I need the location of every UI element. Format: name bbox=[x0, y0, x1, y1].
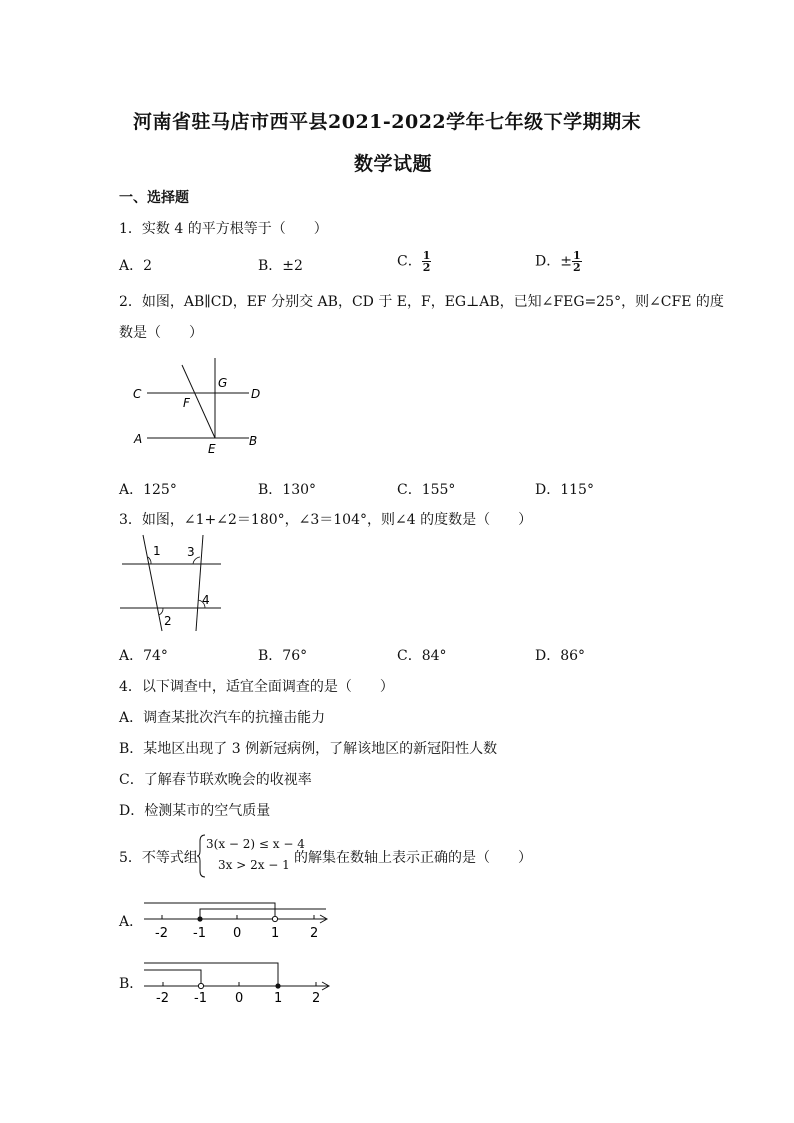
q2-stem-line1: 2．如图，AB∥CD，EF 分别交 AB，CD 于 E，F，EG⊥AB，已知∠FEG=25°，则∠CFE 的度 bbox=[119, 294, 724, 310]
q3-label-2: 2 bbox=[164, 614, 172, 628]
q5b-tick-label-m2: -2 bbox=[156, 991, 169, 1005]
q3-label-4: 4 bbox=[202, 593, 210, 607]
q3-label-3: 3 bbox=[187, 545, 195, 559]
q5-stem-prefix: 5．不等式组 bbox=[119, 850, 198, 866]
q5a-tick-label-0: 0 bbox=[233, 926, 242, 941]
q1-d-numerator: 1 bbox=[572, 249, 581, 262]
q5a-tick-label-m1: -1 bbox=[193, 926, 206, 941]
q5b-ray-left-from-1 bbox=[144, 963, 278, 986]
q2-label-b: B bbox=[249, 434, 258, 448]
q3-angle-arc-2 bbox=[159, 608, 163, 615]
q5-option-a-numberline bbox=[142, 893, 337, 943]
q3-figure bbox=[115, 533, 230, 633]
q5a-tick-label-2: 2 bbox=[310, 926, 319, 941]
q1-option-b: B．±2 bbox=[258, 258, 303, 274]
q5-option-a-label: A． bbox=[119, 914, 144, 930]
q5-inequality-1: 3(x − 2) ≤ x − 4 bbox=[206, 837, 305, 851]
section-heading: 一、选择题 bbox=[119, 190, 189, 206]
q5b-tick-label-2: 2 bbox=[312, 991, 321, 1005]
q1-option-a: A．2 bbox=[119, 258, 153, 274]
q5b-point-m1-open bbox=[198, 983, 203, 988]
q4-option-b: B．某地区出现了 3 例新冠病例，了解该地区的新冠阳性人数 bbox=[119, 741, 498, 757]
q3-option-c: C．84° bbox=[397, 648, 447, 664]
q2-label-g: G bbox=[218, 376, 228, 390]
q3-option-a: A．74° bbox=[119, 648, 168, 664]
q5-option-b-label: B． bbox=[119, 976, 144, 992]
q2-figure bbox=[125, 355, 270, 460]
q3-stem: 3．如图，∠1+∠2＝180°，∠3＝104°，则∠4 的度数是（ ） bbox=[119, 512, 533, 528]
q4-option-d: D．检测某市的空气质量 bbox=[119, 803, 271, 819]
q2-label-e: E bbox=[208, 442, 216, 456]
q4-option-a: A．调查某批次汽车的抗撞击能力 bbox=[119, 710, 326, 726]
q5b-tick-label-0: 0 bbox=[235, 991, 244, 1005]
q5a-tick-label-1: 1 bbox=[271, 926, 280, 941]
q3-transversal-right bbox=[196, 535, 203, 631]
q5a-ray-right-from-m1 bbox=[200, 909, 326, 919]
page-title-line2: 数学试题 bbox=[354, 153, 433, 175]
q2-label-d: D bbox=[251, 387, 261, 401]
q1-d-denominator: 2 bbox=[572, 261, 581, 274]
q5a-ray-left-from-1 bbox=[144, 903, 275, 919]
q5b-point-1-solid bbox=[275, 983, 280, 988]
q2-label-f: F bbox=[183, 396, 190, 410]
q5a-point-m1-solid bbox=[197, 916, 202, 921]
q2-label-a: A bbox=[134, 432, 143, 446]
q5b-tick-label-1: 1 bbox=[274, 991, 283, 1005]
q5a-tick-label-m2: -2 bbox=[155, 926, 168, 941]
q3-option-d: D．86° bbox=[535, 648, 586, 664]
q2-stem-line2: 数是（ ） bbox=[119, 325, 203, 341]
q5-option-b-numberline bbox=[142, 955, 337, 1005]
q2-option-d: D．115° bbox=[535, 482, 594, 498]
q5a-point-1-open bbox=[272, 916, 277, 921]
q5-stem-suffix: 的解集在数轴上表示正确的是（ ） bbox=[294, 850, 532, 866]
q4-stem: 4．以下调查中，适宜全面调查的是（ ） bbox=[119, 679, 394, 695]
page-title-line1: 河南省驻马店市西平县2021-2022学年七年级下学期期末 bbox=[133, 111, 642, 133]
q1-option-c-fraction bbox=[422, 250, 432, 273]
q4-option-c: C．了解春节联欢晚会的收视率 bbox=[119, 772, 312, 788]
q5b-tick-label-m1: -1 bbox=[194, 991, 207, 1005]
q2-label-c: C bbox=[133, 387, 142, 401]
q1-option-c-prefix: C． bbox=[397, 253, 422, 270]
q1-c-denominator: 2 bbox=[422, 261, 431, 274]
q1-option-c bbox=[397, 250, 431, 273]
q3-option-b: B．76° bbox=[258, 648, 308, 664]
q1-option-d bbox=[535, 250, 582, 273]
q3-label-1: 1 bbox=[153, 544, 161, 558]
q1-option-d-fraction bbox=[572, 250, 582, 273]
q2-option-c: C．155° bbox=[397, 482, 456, 498]
q2-option-a: A．125° bbox=[119, 482, 177, 498]
q1-stem: 1．实数 4 的平方根等于（ ） bbox=[119, 221, 328, 237]
q1-c-numerator: 1 bbox=[422, 249, 431, 262]
q1-option-d-prefix: D．± bbox=[535, 253, 572, 270]
q5-inequality-2: 3x > 2x − 1 bbox=[218, 858, 290, 872]
q5b-ray-left-from-m1 bbox=[144, 970, 201, 986]
q2-option-b: B．130° bbox=[258, 482, 317, 498]
